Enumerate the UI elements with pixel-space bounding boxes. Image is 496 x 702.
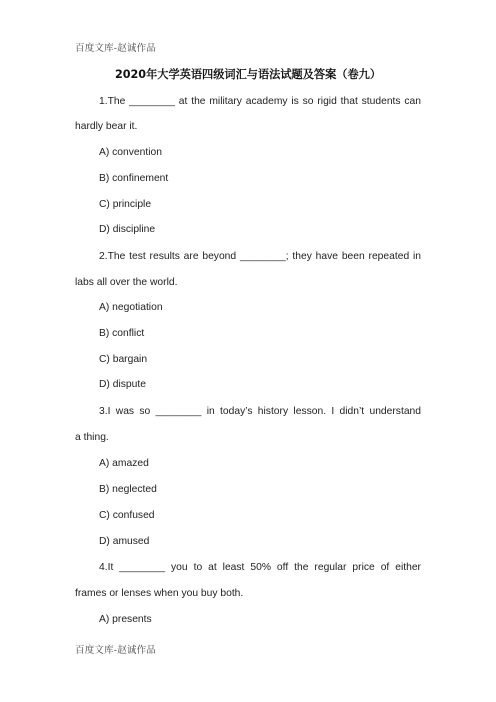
question-2-option-c: C) bargain xyxy=(99,354,148,365)
question-2-option-b: B) conflict xyxy=(99,328,145,339)
question-1-line-1: 1.The ________ at the military academy is so rigid that students can xyxy=(99,96,421,107)
document-title: 2020年大学英语四级词汇与语法试题及答案（卷九） xyxy=(114,68,382,81)
question-4-line-2: frames or lenses when you buy both. xyxy=(75,588,244,599)
question-4-option-a: A) presents xyxy=(99,614,152,625)
question-3-line-2: a thing. xyxy=(75,432,109,443)
question-3-option-b: B) neglected xyxy=(99,484,157,495)
question-1-option-d: D) discipline xyxy=(99,224,156,235)
question-2-option-d: D) dispute xyxy=(99,379,146,390)
question-1-option-b: B) confinement xyxy=(99,173,169,184)
question-4-line-1: 4.It ________ you to at least 50% off the regular price of either xyxy=(99,562,421,573)
question-2-option-a: A) negotiation xyxy=(99,302,163,313)
question-1-option-a: A) convention xyxy=(99,147,162,158)
question-3-option-c: C) confused xyxy=(99,510,155,521)
question-1-line-2: hardly bear it. xyxy=(75,121,138,132)
question-2-line-1: 2.The test results are beyond ________; they have been repeated in xyxy=(99,251,421,262)
question-2-line-2: labs all over the world. xyxy=(75,277,178,288)
page-header-note: 百度文库-赵诚作品 xyxy=(75,43,157,54)
page-footer-note: 百度文库-赵诚作品 xyxy=(75,645,157,656)
question-3-option-a: A) amazed xyxy=(99,458,149,469)
question-1-option-c: C) principle xyxy=(99,199,152,210)
question-3-option-d: D) amused xyxy=(99,536,150,547)
question-3-line-1: 3.I was so ________ in today’s history lesson. I didn’t understand xyxy=(99,406,421,417)
